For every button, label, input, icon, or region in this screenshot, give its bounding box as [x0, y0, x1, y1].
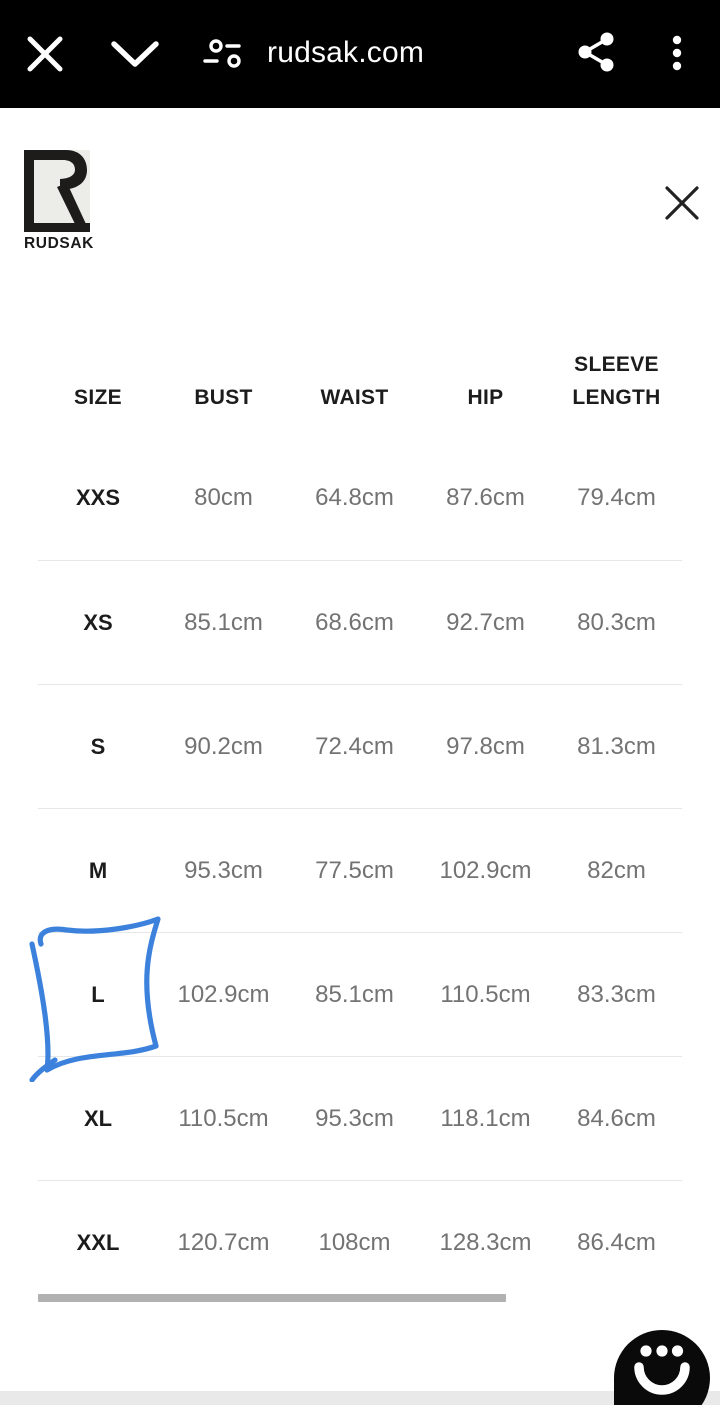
- chevron-down-icon[interactable]: [110, 36, 160, 72]
- overflow-menu-icon[interactable]: [660, 30, 694, 76]
- column-header-size: SIZE: [74, 386, 122, 409]
- size-chart-table: [38, 340, 682, 1304]
- hip-value: 128.3cm: [439, 1228, 532, 1256]
- size-label: M: [88, 857, 108, 883]
- smiley-face-icon: [614, 1330, 710, 1405]
- table-row-xxs: [38, 436, 682, 560]
- column-header-hip: HIP: [467, 386, 504, 409]
- table-row-xs: [38, 560, 682, 684]
- waist-value: 95.3cm: [315, 1104, 394, 1132]
- waist-value: 72.4cm: [315, 732, 394, 760]
- brand-wordmark: RUDSAK: [24, 235, 94, 252]
- bust-value: 110.5cm: [178, 1104, 269, 1132]
- size-label: XL: [83, 1105, 113, 1131]
- waist-value: 85.1cm: [315, 980, 394, 1008]
- bottom-edge-strip: [0, 1391, 720, 1405]
- hip-value: 102.9cm: [439, 856, 532, 884]
- sleeve-value: 86.4cm: [577, 1228, 656, 1256]
- url-text[interactable]: rudsak.com: [267, 36, 425, 69]
- share-icon: [576, 30, 616, 74]
- size-label: XS: [83, 609, 113, 635]
- size-label: XXL: [76, 1229, 120, 1255]
- waist-value: 68.6cm: [315, 608, 394, 636]
- bust-value: 80cm: [194, 484, 253, 511]
- hip-value: 110.5cm: [440, 980, 531, 1008]
- sleeve-value: 80.3cm: [577, 608, 656, 636]
- sleeve-value: 81.3cm: [577, 732, 656, 760]
- hip-value: 118.1cm: [440, 1104, 531, 1132]
- chevron-down-icon: [110, 36, 160, 72]
- sleeve-value: 79.4cm: [577, 484, 656, 511]
- sleeve-value: 82cm: [587, 856, 646, 884]
- table-row-s: [38, 684, 682, 808]
- size-label: XXS: [75, 485, 121, 510]
- table-row-m: [38, 808, 682, 932]
- hip-value: 97.8cm: [446, 732, 525, 760]
- column-header-sleeve: SLEEVE LENGTH: [572, 353, 661, 409]
- bust-value: 90.2cm: [184, 732, 263, 760]
- dialog-close-button[interactable]: [660, 182, 704, 226]
- browser-topbar: [0, 0, 720, 108]
- size-label: L: [91, 981, 105, 1007]
- bust-value: 85.1cm: [184, 608, 263, 636]
- column-header-bust: BUST: [194, 386, 253, 409]
- horizontal-scrollbar-thumb[interactable]: [38, 1294, 506, 1302]
- table-row-xl: [38, 1056, 682, 1180]
- table-row-xxl: [38, 1180, 682, 1304]
- tune-icon: [203, 38, 247, 70]
- bust-value: 95.3cm: [184, 856, 263, 884]
- close-icon: [24, 33, 66, 75]
- sleeve-value: 83.3cm: [577, 980, 656, 1008]
- table-row-l-highlighted: [38, 932, 682, 1056]
- close-tab-icon[interactable]: [24, 33, 66, 75]
- tune-icon[interactable]: [203, 38, 247, 70]
- bust-value: 120.7cm: [177, 1228, 270, 1256]
- waist-value: 77.5cm: [315, 856, 394, 884]
- size-label: S: [90, 733, 106, 759]
- rudsak-logo-mark: [24, 150, 90, 232]
- column-header-waist: WAIST: [320, 386, 389, 409]
- hip-value: 92.7cm: [446, 608, 525, 636]
- share-icon[interactable]: [576, 30, 616, 74]
- more-vert-icon: [660, 30, 694, 76]
- close-icon: [662, 183, 702, 223]
- rudsak-logo: [24, 150, 94, 253]
- hip-value: 87.6cm: [446, 484, 525, 511]
- size-chart-header: [38, 340, 682, 436]
- bust-value: 102.9cm: [177, 980, 270, 1008]
- sleeve-value: 84.6cm: [577, 1104, 656, 1132]
- waist-value: 108cm: [318, 1228, 391, 1256]
- waist-value: 64.8cm: [315, 484, 394, 511]
- chat-widget-button[interactable]: [614, 1330, 710, 1405]
